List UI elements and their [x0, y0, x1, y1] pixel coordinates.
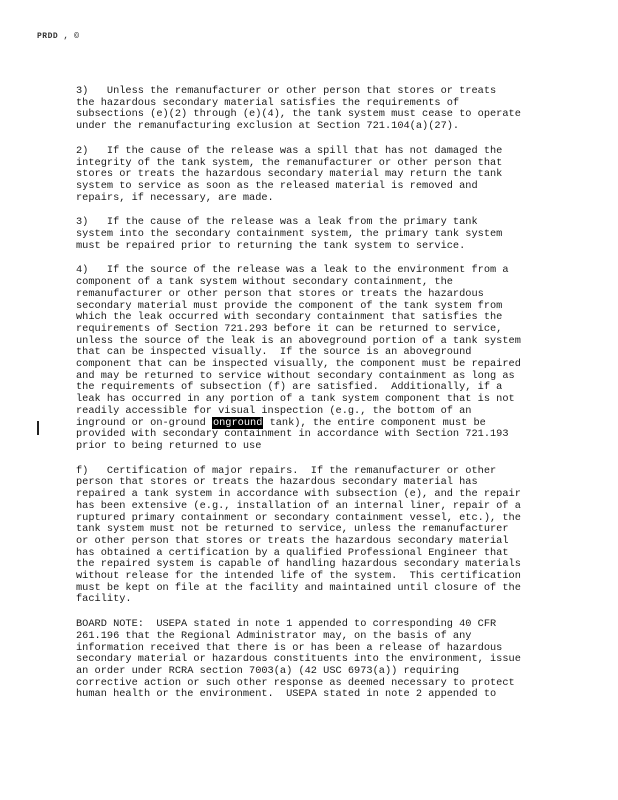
text-line: ruptured primary containment or secondary containment vessel, etc.), the	[76, 511, 521, 524]
text-line: and may be returned to service without secondary containment as long as	[76, 369, 515, 382]
text-line: repairs, if necessary, are made.	[76, 191, 274, 204]
text-line: system to service as soon as the released material is removed and	[76, 179, 478, 192]
text-line: 3) Unless the remanufacturer or other person that stores or treats	[76, 85, 497, 97]
text-line: 4) If the source of the release was a leak to the environment from a	[76, 264, 509, 277]
text-line: has obtained a certification by a qualified Professional Engineer that	[76, 546, 509, 559]
text-line: leak has occurred in any portion of a tank system component that is not	[76, 393, 515, 406]
text-line: that can be inspected visually. If the source is an aboveground	[76, 346, 472, 359]
text-line: must be kept on file at the facility and maintained until closure of the	[76, 581, 521, 594]
text-line: component that can be inspected visually, the component must be repaired	[76, 358, 521, 371]
text-line: prior to being returned to use	[76, 439, 262, 452]
text-line: secondary material must provide the component of the tank system from	[76, 299, 503, 312]
text-line: 2) If the cause of the release was a spill that has not damaged the	[76, 144, 503, 157]
paragraph	[76, 86, 546, 133]
text-line: information received that there is or has been a release of hazardous	[76, 641, 503, 654]
text-line: system into the secondary containment system, the primary tank system	[76, 228, 503, 241]
text-line: or other person that stores or treats the hazardous secondary material	[76, 534, 509, 547]
text-line: readily accessible for visual inspection (e.g., the bottom of an	[76, 404, 472, 417]
text-line: secondary material or hazardous constituents into the environment, issue	[76, 653, 521, 666]
redacted-word: onground	[212, 416, 263, 429]
text-line: human health or the environment. USEPA stated in note 2 appended to	[76, 688, 497, 701]
board-note-paragraph	[76, 619, 546, 701]
text-line: inground or on-ground onground tank), the entire component must be	[76, 416, 486, 429]
paragraph	[76, 217, 546, 252]
text-line: has been extensive (e.g., installation of an internal liner, repair of a	[76, 499, 521, 512]
text-line: an order under RCRA section 7003(a) (42 USC 6973(a)) requiring	[76, 664, 460, 677]
paragraph	[76, 146, 546, 205]
text-line: facility.	[76, 593, 132, 606]
text-line: corrective action or such other response as deemed necessary to protect	[76, 676, 515, 689]
text-line: person that stores or treats the hazardous secondary material has	[76, 476, 478, 489]
text-line: component of a tank system without secondary containment, the	[76, 276, 453, 289]
text-line: which the leak occurred with secondary containment that satisfies the	[76, 311, 503, 324]
paragraph	[76, 466, 546, 606]
text-line: requirements of Section 721.293 before it can be returned to service,	[76, 322, 503, 335]
text-line: remanufacturer or other person that stores or treats the hazardous	[76, 287, 484, 300]
text-line: integrity of the tank system, the remanufacturer or other person that	[76, 156, 503, 169]
text-line: must be repaired prior to returning the tank system to service.	[76, 239, 466, 252]
text-line: BOARD NOTE: USEPA stated in note 1 appended to corresponding 40 CFR	[76, 618, 497, 631]
text-line: subsections (e)(2) through (e)(4), the tank system must cease to operate	[76, 108, 521, 121]
document-body	[76, 86, 546, 714]
text-line: repaired a tank system in accordance with subsection (e), and the repair	[76, 488, 521, 501]
text-line: the requirements of subsection (f) are satisfied. Additionally, if a	[76, 381, 503, 394]
text-line: the repaired system is capable of handling hazardous secondary materials	[76, 558, 521, 571]
text-line: under the remanufacturing exclusion at Section 721.104(a)(27).	[76, 120, 460, 133]
text-line: f) Certification of major repairs. If the remanufacturer or other	[76, 464, 497, 477]
text-line: without release for the intended life of the system. This certification	[76, 570, 521, 583]
margin-change-bar	[37, 421, 39, 435]
text-line: the hazardous secondary material satisfies the requirements of	[76, 96, 460, 109]
paragraph	[76, 265, 546, 452]
text-line: tank system must not be returned to service, unless the remanufacturer	[76, 523, 509, 536]
text-line: provided with secondary containment in accordance with Section 721.193	[76, 428, 509, 441]
text-line: unless the source of the leak is an aboveground portion of a tank system	[76, 334, 521, 347]
header-mark: PRDD , ©	[37, 32, 80, 41]
text-line: stores or treats the hazardous secondary material may return the tank	[76, 168, 503, 181]
text-line: 3) If the cause of the release was a leak from the primary tank	[76, 216, 478, 229]
text-line: 261.196 that the Regional Administrator may, on the basis of any	[76, 629, 472, 642]
